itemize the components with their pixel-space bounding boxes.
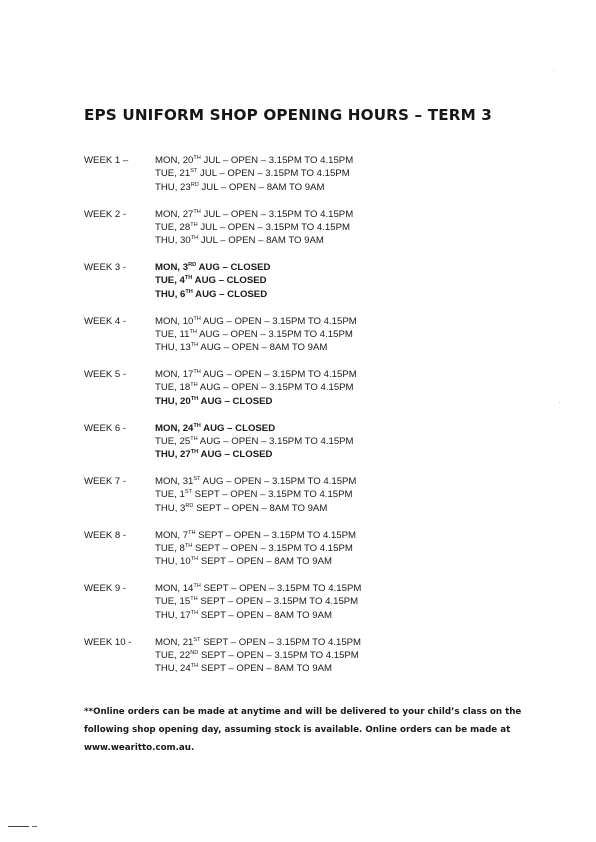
day-date: TUE, 8 (155, 542, 185, 554)
day-line (155, 181, 353, 194)
day-status: JUL – OPEN – 3.15PM TO 4.15PM (197, 221, 350, 233)
page-title: EPS UNIFORM SHOP OPENING HOURS – TERM 3 (84, 106, 493, 124)
week-label: WEEK 3 - (84, 262, 127, 273)
day-date: THU, 23 (155, 181, 191, 193)
day-ordinal: TH (190, 382, 198, 389)
week-label: WEEK 7 - (84, 476, 127, 487)
day-date: MON, 20 (155, 155, 194, 166)
day-line (155, 315, 357, 328)
day-status: JUL – OPEN – 3.15PM TO 4.15PM (200, 155, 354, 166)
day-line (155, 208, 353, 221)
day-ordinal: ND (190, 649, 199, 656)
week-label: WEEK 6 - (84, 422, 127, 434)
day-status: SEPT – OPEN – 8AM TO 9AM (198, 663, 333, 675)
day-line (155, 381, 357, 394)
day-ordinal: TH (184, 542, 193, 549)
day-date: TUE, 18 (155, 382, 191, 394)
day-status: AUG – CLOSED (192, 275, 267, 287)
day-date: MON, 10 (155, 315, 194, 327)
week-days (155, 315, 357, 355)
day-status: AUG – OPEN – 3.15PM TO 4.15PM (200, 315, 357, 327)
day-ordinal: ST (190, 168, 198, 175)
day-status: JUL – OPEN – 3.15PM TO 4.15PM (200, 208, 354, 220)
day-line (155, 582, 361, 595)
day-status: AUG – OPEN – 8AM TO 9AM (198, 342, 328, 354)
day-status: AUG – OPEN – 3.15PM TO 4.15PM (197, 382, 354, 394)
day-line (155, 274, 270, 287)
day-date: THU, 10 (155, 556, 191, 568)
day-ordinal: RD (188, 262, 197, 268)
day-date: THU, 30 (155, 235, 191, 247)
day-ordinal: TH (190, 221, 198, 228)
week-days (155, 636, 361, 676)
day-date: THU, 20 (155, 395, 191, 407)
day-ordinal: ST (193, 636, 201, 643)
day-line (155, 542, 356, 555)
day-status: SEPT – OPEN – 3.15PM TO 4.15PM (192, 489, 353, 501)
day-date: THU, 27 (155, 449, 191, 461)
day-ordinal: TH (184, 275, 193, 282)
day-ordinal: TH (190, 235, 199, 242)
scan-speck (553, 70, 554, 71)
day-line (155, 221, 353, 234)
day-date: THU, 6 (155, 288, 186, 300)
day-date: MON, 27 (155, 208, 194, 220)
day-ordinal: TH (193, 422, 201, 429)
day-date: MON, 21 (155, 636, 194, 648)
day-status: SEPT – OPEN – 3.15PM TO 4.15PM (198, 649, 359, 661)
day-ordinal: ST (184, 489, 193, 496)
week-label: WEEK 1 – (84, 155, 129, 166)
day-date: MON, 7 (155, 529, 189, 541)
day-line (155, 395, 357, 408)
day-line (155, 488, 356, 501)
scan-speck (559, 402, 560, 403)
day-line (155, 341, 357, 354)
day-ordinal: TH (190, 435, 198, 442)
week-days (155, 422, 354, 462)
day-line (155, 154, 353, 167)
day-ordinal: TH (190, 342, 199, 349)
day-line (155, 475, 356, 488)
day-status: JUL – OPEN – 3.15PM TO 4.15PM (197, 168, 350, 180)
day-ordinal: TH (193, 155, 201, 161)
day-ordinal: TH (193, 315, 201, 322)
day-line (155, 609, 361, 622)
day-ordinal: TH (190, 556, 199, 563)
day-date: THU, 17 (155, 609, 191, 621)
day-line (155, 529, 356, 542)
day-date: TUE, 25 (155, 435, 191, 447)
week-label: WEEK 8 - (84, 529, 127, 541)
day-ordinal: TH (190, 609, 199, 616)
day-date: TUE, 11 (155, 328, 190, 340)
scan-line (8, 826, 29, 827)
week-days (155, 368, 357, 408)
day-line (155, 234, 353, 247)
day-line (155, 636, 361, 649)
day-status: SEPT – OPEN – 8AM TO 9AM (198, 609, 333, 621)
week-label: WEEK 10 - (84, 636, 132, 648)
day-ordinal: TH (190, 663, 199, 670)
day-date: TUE, 22 (155, 649, 191, 661)
day-line (155, 288, 270, 301)
day-status: SEPT – OPEN – 8AM TO 9AM (198, 556, 333, 568)
day-ordinal: TH (190, 596, 198, 603)
day-line (155, 328, 357, 341)
day-ordinal: RD (185, 502, 194, 509)
day-date: TUE, 28 (155, 221, 191, 233)
day-ordinal: ST (193, 476, 201, 482)
day-status: SEPT – OPEN – 3.15PM TO 4.15PM (200, 636, 362, 648)
week-label: WEEK 4 - (84, 315, 127, 327)
day-status: AUG – CLOSED (200, 422, 276, 434)
day-ordinal: TH (190, 449, 199, 456)
week-days (155, 261, 270, 301)
day-status: JUL – OPEN – 8AM TO 9AM (198, 181, 325, 193)
day-ordinal: TH (193, 583, 201, 589)
day-date: MON, 3 (155, 262, 189, 273)
scan-line (32, 826, 37, 827)
day-status: SEPT – OPEN – 3.15PM TO 4.15PM (200, 583, 362, 594)
week-days (155, 475, 356, 515)
day-date: TUE, 4 (155, 275, 185, 287)
day-line (155, 555, 356, 568)
day-ordinal: TH (193, 208, 201, 215)
week-label: WEEK 2 - (84, 208, 127, 220)
day-line (155, 662, 361, 675)
day-ordinal: RD (190, 181, 199, 188)
day-date: MON, 14 (155, 583, 194, 594)
day-status: AUG – OPEN – 3.15PM TO 4.15PM (200, 476, 357, 487)
day-ordinal: TH (185, 288, 193, 295)
day-date: THU, 24 (155, 663, 191, 675)
day-status: AUG – OPEN – 3.15PM TO 4.15PM (197, 435, 354, 447)
day-status: AUG – CLOSED (198, 395, 273, 407)
day-status: SEPT – OPEN – 3.15PM TO 4.15PM (195, 529, 357, 541)
day-status: JUL – OPEN – 8AM TO 9AM (198, 235, 324, 247)
day-date: TUE, 1 (155, 489, 185, 501)
day-ordinal: TH (188, 529, 196, 536)
day-ordinal: TH (193, 369, 201, 375)
day-date: THU, 13 (155, 342, 191, 354)
week-days (155, 208, 353, 248)
day-line (155, 167, 353, 180)
day-line (155, 261, 270, 274)
week-label: WEEK 9 - (84, 583, 127, 594)
week-days (155, 582, 361, 622)
day-line (155, 595, 361, 608)
day-date: MON, 31 (155, 476, 194, 487)
day-ordinal: TH (189, 328, 197, 335)
day-status: AUG – OPEN – 3.15PM TO 4.15PM (196, 328, 353, 340)
week-label: WEEK 5 - (84, 369, 127, 380)
day-status: AUG – CLOSED (196, 262, 271, 273)
day-status: SEPT – OPEN – 3.15PM TO 4.15PM (192, 542, 353, 554)
day-date: THU, 3 (155, 502, 186, 514)
week-days (155, 154, 353, 194)
day-status: AUG – CLOSED (192, 288, 268, 300)
day-date: TUE, 21 (155, 168, 191, 180)
scan-artifact (8, 826, 36, 828)
day-line (155, 368, 357, 381)
day-line (155, 502, 356, 515)
day-line (155, 422, 354, 435)
week-days (155, 529, 356, 569)
day-ordinal: TH (190, 395, 199, 402)
online-orders-note: **Online orders can be made at anytime and will be delivered to your child’s class on the following shop opening day, assuming stock is available. Online orders can be made at www.wearitto.com.au. (84, 707, 522, 753)
day-date: MON, 24 (155, 422, 194, 434)
day-date: MON, 17 (155, 369, 194, 380)
day-line (155, 448, 354, 461)
day-status: AUG – CLOSED (198, 449, 273, 461)
day-line (155, 435, 354, 448)
day-status: SEPT – OPEN – 8AM TO 9AM (193, 502, 328, 514)
day-date: TUE, 15 (155, 596, 191, 608)
day-status: SEPT – OPEN – 3.15PM TO 4.15PM (197, 596, 359, 608)
day-line (155, 649, 361, 662)
day-status: AUG – OPEN – 3.15PM TO 4.15PM (200, 369, 357, 380)
